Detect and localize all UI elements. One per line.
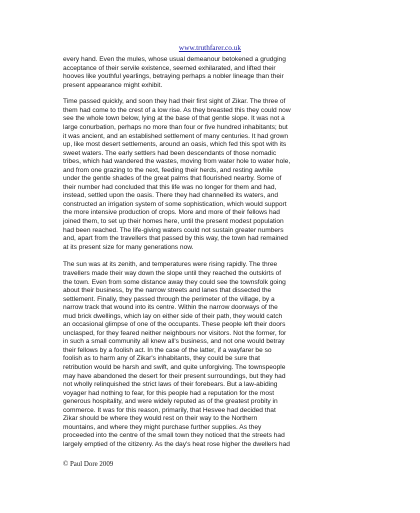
text-line: large conurbation, perhaps no more than four or five hundred inhabitants; but — [63, 124, 288, 132]
text-line: about their business, by the narrow streets and lanes that dissected the — [63, 287, 272, 295]
text-line: tribes, which had wandered the wastes, moving from water hole to water hole, — [63, 158, 291, 166]
text-line: hooves like youthful yearlings, betraying perhaps a nobler lineage than their — [63, 73, 284, 81]
text-line: mountains, and where they might purchase further supplies. As they — [63, 423, 262, 431]
text-line: the more intensive production of crops. More and more of their fellows had — [63, 209, 280, 217]
text-line: had been reached. The life-giving waters could not sustain greater numbers — [63, 226, 284, 234]
text-line: retribution would be harsh and swift, and quite unforgiving. The townspeople — [63, 363, 286, 371]
text-line: proceeded into the centre of the small town they noticed that the streets had — [63, 432, 285, 440]
text-line: Time passed quickly, and soon they had their first sight of Zikar. The three of — [63, 98, 286, 106]
text-line: and from one grazing to the next, feeding their herds, and resting awhile — [63, 166, 274, 174]
text-line: under the gentle shades of the great palms that flourished nearby. Some of — [63, 175, 282, 183]
text-line: present appearance might exhibit. — [63, 81, 163, 89]
text-line: narrow track that wound into its centre. Within the narrow doorways of the — [63, 304, 278, 312]
website-link[interactable]: www.truthfarer.co.uk — [178, 43, 242, 52]
text-line: every hand. Even the mules, whose usual demeanour betokened a grudging — [63, 56, 286, 63]
text-line: acceptance of their servile existence, seemed exhilarated, and lifted their — [63, 64, 276, 72]
text-line: constructed an irrigation system of some sophistication, which would support — [63, 200, 287, 208]
text-line: an occasional glimpse of one of the occupants. These people left their doors — [63, 321, 286, 329]
text-line: their number had concluded that this life was no longer for them and had, — [63, 183, 277, 191]
text-line: up, like most desert settlements, around an oasis, which fed this spot with its — [63, 141, 287, 149]
text-line: not wholly relinquished the strict laws of their forebears. But a law-abiding — [63, 381, 278, 389]
paragraph-1 — [63, 56, 369, 90]
text-line: The sun was at its zenith, and temperatures were rising rapidly. The three — [63, 261, 278, 269]
text-line: settlement. Finally, they passed through the perimeter of the village, by a — [63, 295, 275, 303]
text-line: Zikar should be where they would rest on their way to the Northern — [63, 415, 258, 423]
paragraph-3 — [63, 261, 369, 449]
text-line: their fellows by a foolish act. In the case of the latter, if a wayfarer be so — [63, 346, 272, 354]
copyright-notice: © Paul Dore 2009 — [63, 461, 114, 468]
text-line: the town. Even from some distance away they could see the townsfolk going — [63, 278, 286, 286]
text-line: foolish as to harm any of Zikar's inhabitants, they could be sure that — [63, 355, 260, 363]
text-line: unclasped, for they feared neither neighbours nor visitors. Not the former, for — [63, 329, 287, 337]
text-line: see the whole town below, lying at the base of that gentle slope. It was not a — [63, 115, 285, 123]
text-line: may have abandoned the desert for their present surroundings, but they had — [63, 372, 286, 380]
text-line: it was ancient, and an established settlement of many centuries. It had grown — [63, 132, 289, 140]
text-line: in such a small community all knew all's business, and not one would betray — [63, 338, 285, 346]
text-line: them had come to the crest of a low rise. As they breasted this they could now — [63, 106, 291, 114]
text-line: commerce. It was for this reason, primarily, that Hesvee had decided that — [63, 406, 276, 414]
text-line: generous hospitality, and were widely reputed as of the greatest probity in — [63, 398, 278, 406]
text-line: joined them, to set up their homes here, until the present modest population — [63, 218, 284, 226]
text-line: instead, settled upon the oasis. There they had channelled its waters, and — [63, 192, 279, 200]
text-line: largely emptied of the citizenry. As the day's heat rose higher the dwellers had — [63, 440, 290, 448]
paragraph-2 — [63, 98, 369, 252]
text-line: voyager had nothing to fear, for this people had a reputation for the most — [63, 389, 275, 397]
text-line: at its present size for many generations now. — [63, 243, 194, 251]
text-line: and, apart from the travellers that passed by this way, the town had remained — [63, 235, 288, 243]
body-text — [63, 56, 369, 458]
text-line: travellers made their way down the slope until they reached the outskirts of — [63, 269, 282, 277]
text-line: mud brick dwellings, which lay on either side of their path, they would catch — [63, 312, 283, 320]
text-line: sweet waters. The early settlers had been descendants of those nomadic — [63, 149, 277, 157]
